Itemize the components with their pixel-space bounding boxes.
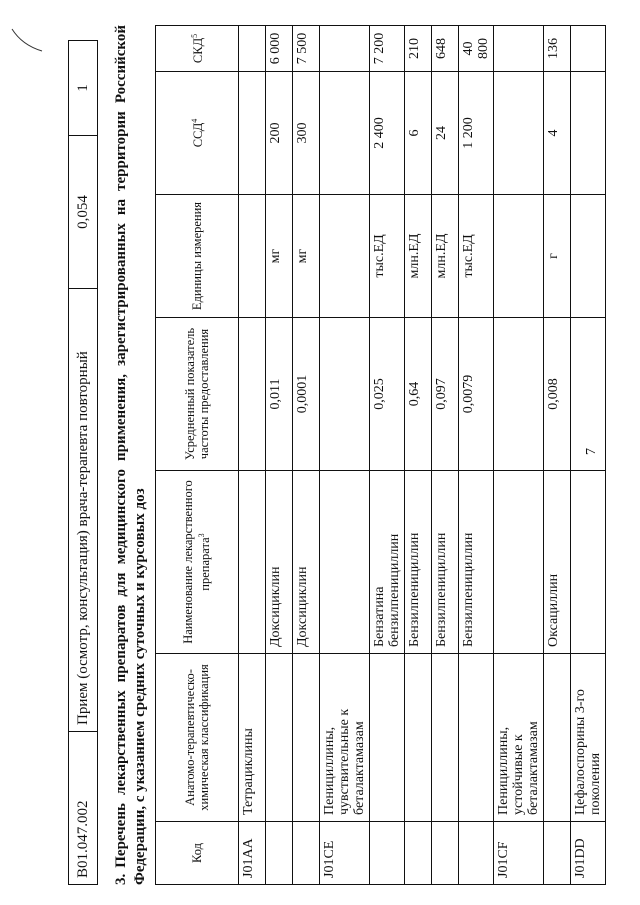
service-code: B01.047.002 — [69, 732, 98, 885]
cell-code — [432, 822, 459, 885]
cell-drug: Доксициклин — [293, 471, 320, 654]
cell-skd — [571, 26, 606, 72]
cell-freq — [494, 318, 544, 471]
table-row — [266, 26, 293, 885]
section-title: Перечень лекарственных препаратов для медицинского применения, зарегистрированных на территории Российской Федерации, с указанием средних суточных и курсовых доз — [113, 25, 148, 885]
cell-skd — [239, 26, 266, 72]
cell-freq: 0,008 — [544, 318, 571, 471]
cell-freq: 0,0001 — [293, 318, 320, 471]
cell-ssd: 24 — [432, 72, 459, 195]
header-atc: Анатомо-терапевтическо-химическая классификация — [156, 654, 239, 822]
cell-atc — [266, 654, 293, 822]
cell-drug: Бензатина бензилпенициллин — [370, 471, 405, 654]
cell-atc: Тетрациклины — [239, 654, 266, 822]
section-heading — [112, 25, 150, 885]
cell-skd — [320, 26, 370, 72]
service-name: Прием (осмотр, консультация) врача-терапевта повторный — [69, 289, 98, 732]
table-row — [459, 26, 494, 885]
cell-code: J01CE — [320, 822, 370, 885]
cell-freq: 0,097 — [432, 318, 459, 471]
cell-code — [459, 822, 494, 885]
cell-unit: мг — [293, 195, 320, 318]
cell-unit — [320, 195, 370, 318]
cell-unit: млн.ЕД — [432, 195, 459, 318]
cell-ssd: 1 200 — [459, 72, 494, 195]
cell-freq — [320, 318, 370, 471]
cell-atc: Пенициллины, чувствительные к беталактамазам — [320, 654, 370, 822]
cell-code — [405, 822, 432, 885]
cell-unit: г — [544, 195, 571, 318]
cell-unit: тыс.ЕД — [370, 195, 405, 318]
cell-code — [370, 822, 405, 885]
cell-atc — [370, 654, 405, 822]
cell-drug — [494, 471, 544, 654]
cell-freq: 0,0079 — [459, 318, 494, 471]
cell-code — [293, 822, 320, 885]
table-row — [571, 26, 606, 885]
cell-ssd — [239, 72, 266, 195]
table-row — [293, 26, 320, 885]
table-header-row — [156, 26, 239, 885]
cell-code — [544, 822, 571, 885]
cell-code — [266, 822, 293, 885]
cell-freq: 0,025 — [370, 318, 405, 471]
table-row — [320, 26, 370, 885]
header-ssd: ССД$^4$ — [156, 72, 239, 195]
cell-skd: 7 500 — [293, 26, 320, 72]
cell-unit — [494, 195, 544, 318]
service-table — [68, 40, 98, 885]
cell-ssd — [320, 72, 370, 195]
cell-code: J01DD — [571, 822, 606, 885]
cell-skd — [494, 26, 544, 72]
cell-skd: 6 000 — [266, 26, 293, 72]
cell-code: J01CF — [494, 822, 544, 885]
cell-ssd: 300 — [293, 72, 320, 195]
cell-drug — [239, 471, 266, 654]
cell-skd: 648 — [432, 26, 459, 72]
cell-code: J01AA — [239, 822, 266, 885]
table-row — [544, 26, 571, 885]
section-number: 3. — [113, 873, 129, 885]
header-units: Единицы измерения — [156, 195, 239, 318]
cell-drug: Бензилпенициллин — [459, 471, 494, 654]
cell-drug: Бензилпенициллин — [405, 471, 432, 654]
cell-drug — [571, 471, 606, 654]
cell-atc — [293, 654, 320, 822]
cell-unit — [571, 195, 606, 318]
cell-atc: Пенициллины, устойчивые к беталактамазам — [494, 654, 544, 822]
header-skd: СКД$^5$ — [156, 26, 239, 72]
cell-freq — [571, 318, 606, 471]
cell-skd: 210 — [405, 26, 432, 72]
page-number: 7 — [584, 448, 599, 455]
cell-drug: Бензилпенициллин — [432, 471, 459, 654]
cell-atc — [459, 654, 494, 822]
cell-atc — [405, 654, 432, 822]
service-row — [69, 41, 98, 885]
table-row — [239, 26, 266, 885]
cell-unit: млн.ЕД — [405, 195, 432, 318]
cell-ssd: 4 — [544, 72, 571, 195]
cell-atc: Цефалоспорины 3-го поколения — [571, 654, 606, 822]
cell-unit: тыс.ЕД — [459, 195, 494, 318]
cell-ssd: 200 — [266, 72, 293, 195]
service-multiplicity: 1 — [69, 41, 98, 136]
cell-atc — [544, 654, 571, 822]
cell-freq: 0,011 — [266, 318, 293, 471]
cell-ssd: 6 — [405, 72, 432, 195]
cell-ssd — [494, 72, 544, 195]
cell-freq: 0,64 — [405, 318, 432, 471]
pen-mark-icon — [8, 25, 48, 55]
cell-unit: мг — [266, 195, 293, 318]
cell-atc — [432, 654, 459, 822]
cell-unit — [239, 195, 266, 318]
table-row — [494, 26, 544, 885]
cell-ssd — [571, 72, 606, 195]
cell-drug: Доксициклин — [266, 471, 293, 654]
cell-drug: Оксациллин — [544, 471, 571, 654]
cell-drug — [320, 471, 370, 654]
cell-skd: 40 800 — [459, 26, 494, 72]
cell-skd: 7 200 — [370, 26, 405, 72]
table-row — [405, 26, 432, 885]
cell-freq — [239, 318, 266, 471]
table-row — [370, 26, 405, 885]
header-frequency: Усредненный показатель частоты предоставления — [156, 318, 239, 471]
service-frequency: 0,054 — [69, 136, 98, 289]
cell-ssd: 2 400 — [370, 72, 405, 195]
header-code: Код — [156, 822, 239, 885]
drug-table — [155, 25, 606, 885]
cell-skd: 136 — [544, 26, 571, 72]
table-row — [432, 26, 459, 885]
header-drug: Наименование лекарственного препарата$^3$ — [156, 471, 239, 654]
